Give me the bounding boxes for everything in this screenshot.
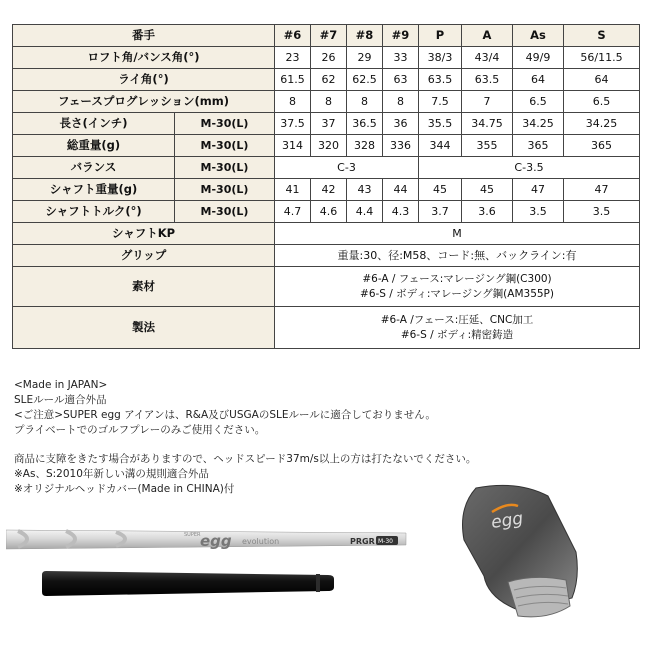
col-header: #6 — [275, 25, 311, 47]
cell: 3.5 — [513, 201, 564, 223]
sle-note: SLEルール適合外品 — [14, 394, 107, 406]
cell: 365 — [564, 135, 640, 157]
cell: 43 — [347, 179, 383, 201]
cell: 63.5 — [462, 69, 513, 91]
col-header: A — [462, 25, 513, 47]
cell: 328 — [347, 135, 383, 157]
shaft-name: M-30(L) — [175, 179, 275, 201]
shaft-torque-row — [13, 201, 640, 223]
cell: 4.6 — [311, 201, 347, 223]
method-row — [13, 307, 640, 349]
spec-table — [12, 24, 640, 349]
row-label: 総重量(g) — [13, 135, 175, 157]
grip-body — [42, 571, 334, 596]
shaft-image — [6, 524, 408, 554]
cell: 8 — [311, 91, 347, 113]
header-label: 番手 — [13, 25, 275, 47]
cell: C-3 — [275, 157, 419, 179]
row-label: 長さ(インチ) — [13, 113, 175, 135]
cell: 41 — [275, 179, 311, 201]
cell: 8 — [275, 91, 311, 113]
cell: 43/4 — [462, 47, 513, 69]
cell — [275, 307, 640, 349]
material-line: #6-S / ボディ:マレージング鋼(AM355P) — [360, 287, 554, 300]
cell: 6.5 — [564, 91, 640, 113]
row-label: 素材 — [13, 267, 275, 307]
cell: 61.5 — [275, 69, 311, 91]
cell: 36 — [383, 113, 419, 135]
groove-note: ※As、S:2010年新しい溝の規則適合外品 — [14, 468, 209, 480]
cell: 3.5 — [564, 201, 640, 223]
col-header: #8 — [347, 25, 383, 47]
shaft-sub-text: evolution — [242, 537, 280, 546]
cell: 35.5 — [419, 113, 462, 135]
cell: 36.5 — [347, 113, 383, 135]
method-line: #6-S / ボディ:精密鋳造 — [400, 328, 514, 341]
row-label: グリップ — [13, 245, 275, 267]
cell: 33 — [383, 47, 419, 69]
headcover-logo-text: egg — [489, 508, 525, 533]
cell: 47 — [564, 179, 640, 201]
col-header: #9 — [383, 25, 419, 47]
cell: 6.5 — [513, 91, 564, 113]
shaft-name: M-30(L) — [175, 113, 275, 135]
balance-row — [13, 157, 640, 179]
col-header: S — [564, 25, 640, 47]
row-label: ロフト角/バンス角(°) — [13, 47, 275, 69]
method-line: #6-A /フェース:圧延、CNC加工 — [380, 313, 534, 326]
cell: 62 — [311, 69, 347, 91]
headcover-image — [448, 478, 598, 628]
shaft-name: M-30(L) — [175, 157, 275, 179]
caution-note: <ご注意>SUPER egg アイアンは、R&A及びUSGAのSLEルールに適合しておりません。 — [14, 409, 436, 421]
cell: 4.4 — [347, 201, 383, 223]
cell: 64 — [564, 69, 640, 91]
cell: 320 — [311, 135, 347, 157]
cell: 34.25 — [513, 113, 564, 135]
shaft-kp-row — [13, 223, 640, 245]
cell: 3.7 — [419, 201, 462, 223]
col-header: P — [419, 25, 462, 47]
headcover-cuff — [508, 577, 570, 616]
total-weight-row — [13, 135, 640, 157]
cell: 38/3 — [419, 47, 462, 69]
row-label: 製法 — [13, 307, 275, 349]
row-label: シャフトトルク(°) — [13, 201, 175, 223]
col-header: As — [513, 25, 564, 47]
shaft-logo-text: egg — [200, 532, 232, 550]
row-label: シャフト重量(g) — [13, 179, 175, 201]
cell: 重量:30、径:M58、コード:無、バックライン:有 — [275, 245, 640, 267]
cell: 29 — [347, 47, 383, 69]
grip-row — [13, 245, 640, 267]
cell: 45 — [419, 179, 462, 201]
cell: 355 — [462, 135, 513, 157]
grip-image — [40, 566, 340, 600]
shaft-maker-text: PRGR — [350, 537, 375, 546]
cell: 63 — [383, 69, 419, 91]
row-label: バランス — [13, 157, 175, 179]
cell: 47 — [513, 179, 564, 201]
shaft-name: M-30(L) — [175, 135, 275, 157]
cell: 37 — [311, 113, 347, 135]
shaft-weight-row — [13, 179, 640, 201]
cell: 49/9 — [513, 47, 564, 69]
cell: 8 — [383, 91, 419, 113]
cell: M — [275, 223, 640, 245]
shaft-brand-text: SUPER — [184, 532, 201, 538]
cell — [275, 267, 640, 307]
cell: 37.5 — [275, 113, 311, 135]
cell: 314 — [275, 135, 311, 157]
cell: 45 — [462, 179, 513, 201]
cell: 3.6 — [462, 201, 513, 223]
shaft-name: M-30(L) — [175, 201, 275, 223]
cell: 7 — [462, 91, 513, 113]
header-row — [13, 25, 640, 47]
cell: 4.7 — [275, 201, 311, 223]
cell: 26 — [311, 47, 347, 69]
cell: 4.3 — [383, 201, 419, 223]
cell: 23 — [275, 47, 311, 69]
cell: 7.5 — [419, 91, 462, 113]
cell: 56/11.5 — [564, 47, 640, 69]
cell: 344 — [419, 135, 462, 157]
cell: 44 — [383, 179, 419, 201]
length-row — [13, 113, 640, 135]
cell: 62.5 — [347, 69, 383, 91]
speed-note: 商品に支障をきたす場合がありますので、ヘッドスピード37m/s以上の方は打たないでください。 — [14, 453, 477, 465]
row-label: ライ角(°) — [13, 69, 275, 91]
cell: 365 — [513, 135, 564, 157]
col-header: #7 — [311, 25, 347, 47]
cell: 34.25 — [564, 113, 640, 135]
made-in-note: <Made in JAPAN> — [14, 379, 108, 391]
cell: 34.75 — [462, 113, 513, 135]
cell: 63.5 — [419, 69, 462, 91]
material-line: #6-A / フェース:マレージング鋼(C300) — [362, 272, 552, 285]
cover-note: ※オリジナルヘッドカバー(Made in CHINA)付 — [14, 483, 235, 495]
cell: 42 — [311, 179, 347, 201]
caution-note: プライベートでのゴルフプレーのみご使用ください。 — [14, 424, 266, 436]
row-label: シャフトKP — [13, 223, 275, 245]
loft-row — [13, 47, 640, 69]
grip-cap-ring — [316, 574, 320, 592]
material-row — [13, 267, 640, 307]
shaft-flex-text: M-30 — [378, 538, 393, 545]
cell: 336 — [383, 135, 419, 157]
cell: 8 — [347, 91, 383, 113]
progression-row — [13, 91, 640, 113]
cell: C-3.5 — [419, 157, 640, 179]
cell: 64 — [513, 69, 564, 91]
lie-row — [13, 69, 640, 91]
row-label: フェースプログレッション(mm) — [13, 91, 275, 113]
